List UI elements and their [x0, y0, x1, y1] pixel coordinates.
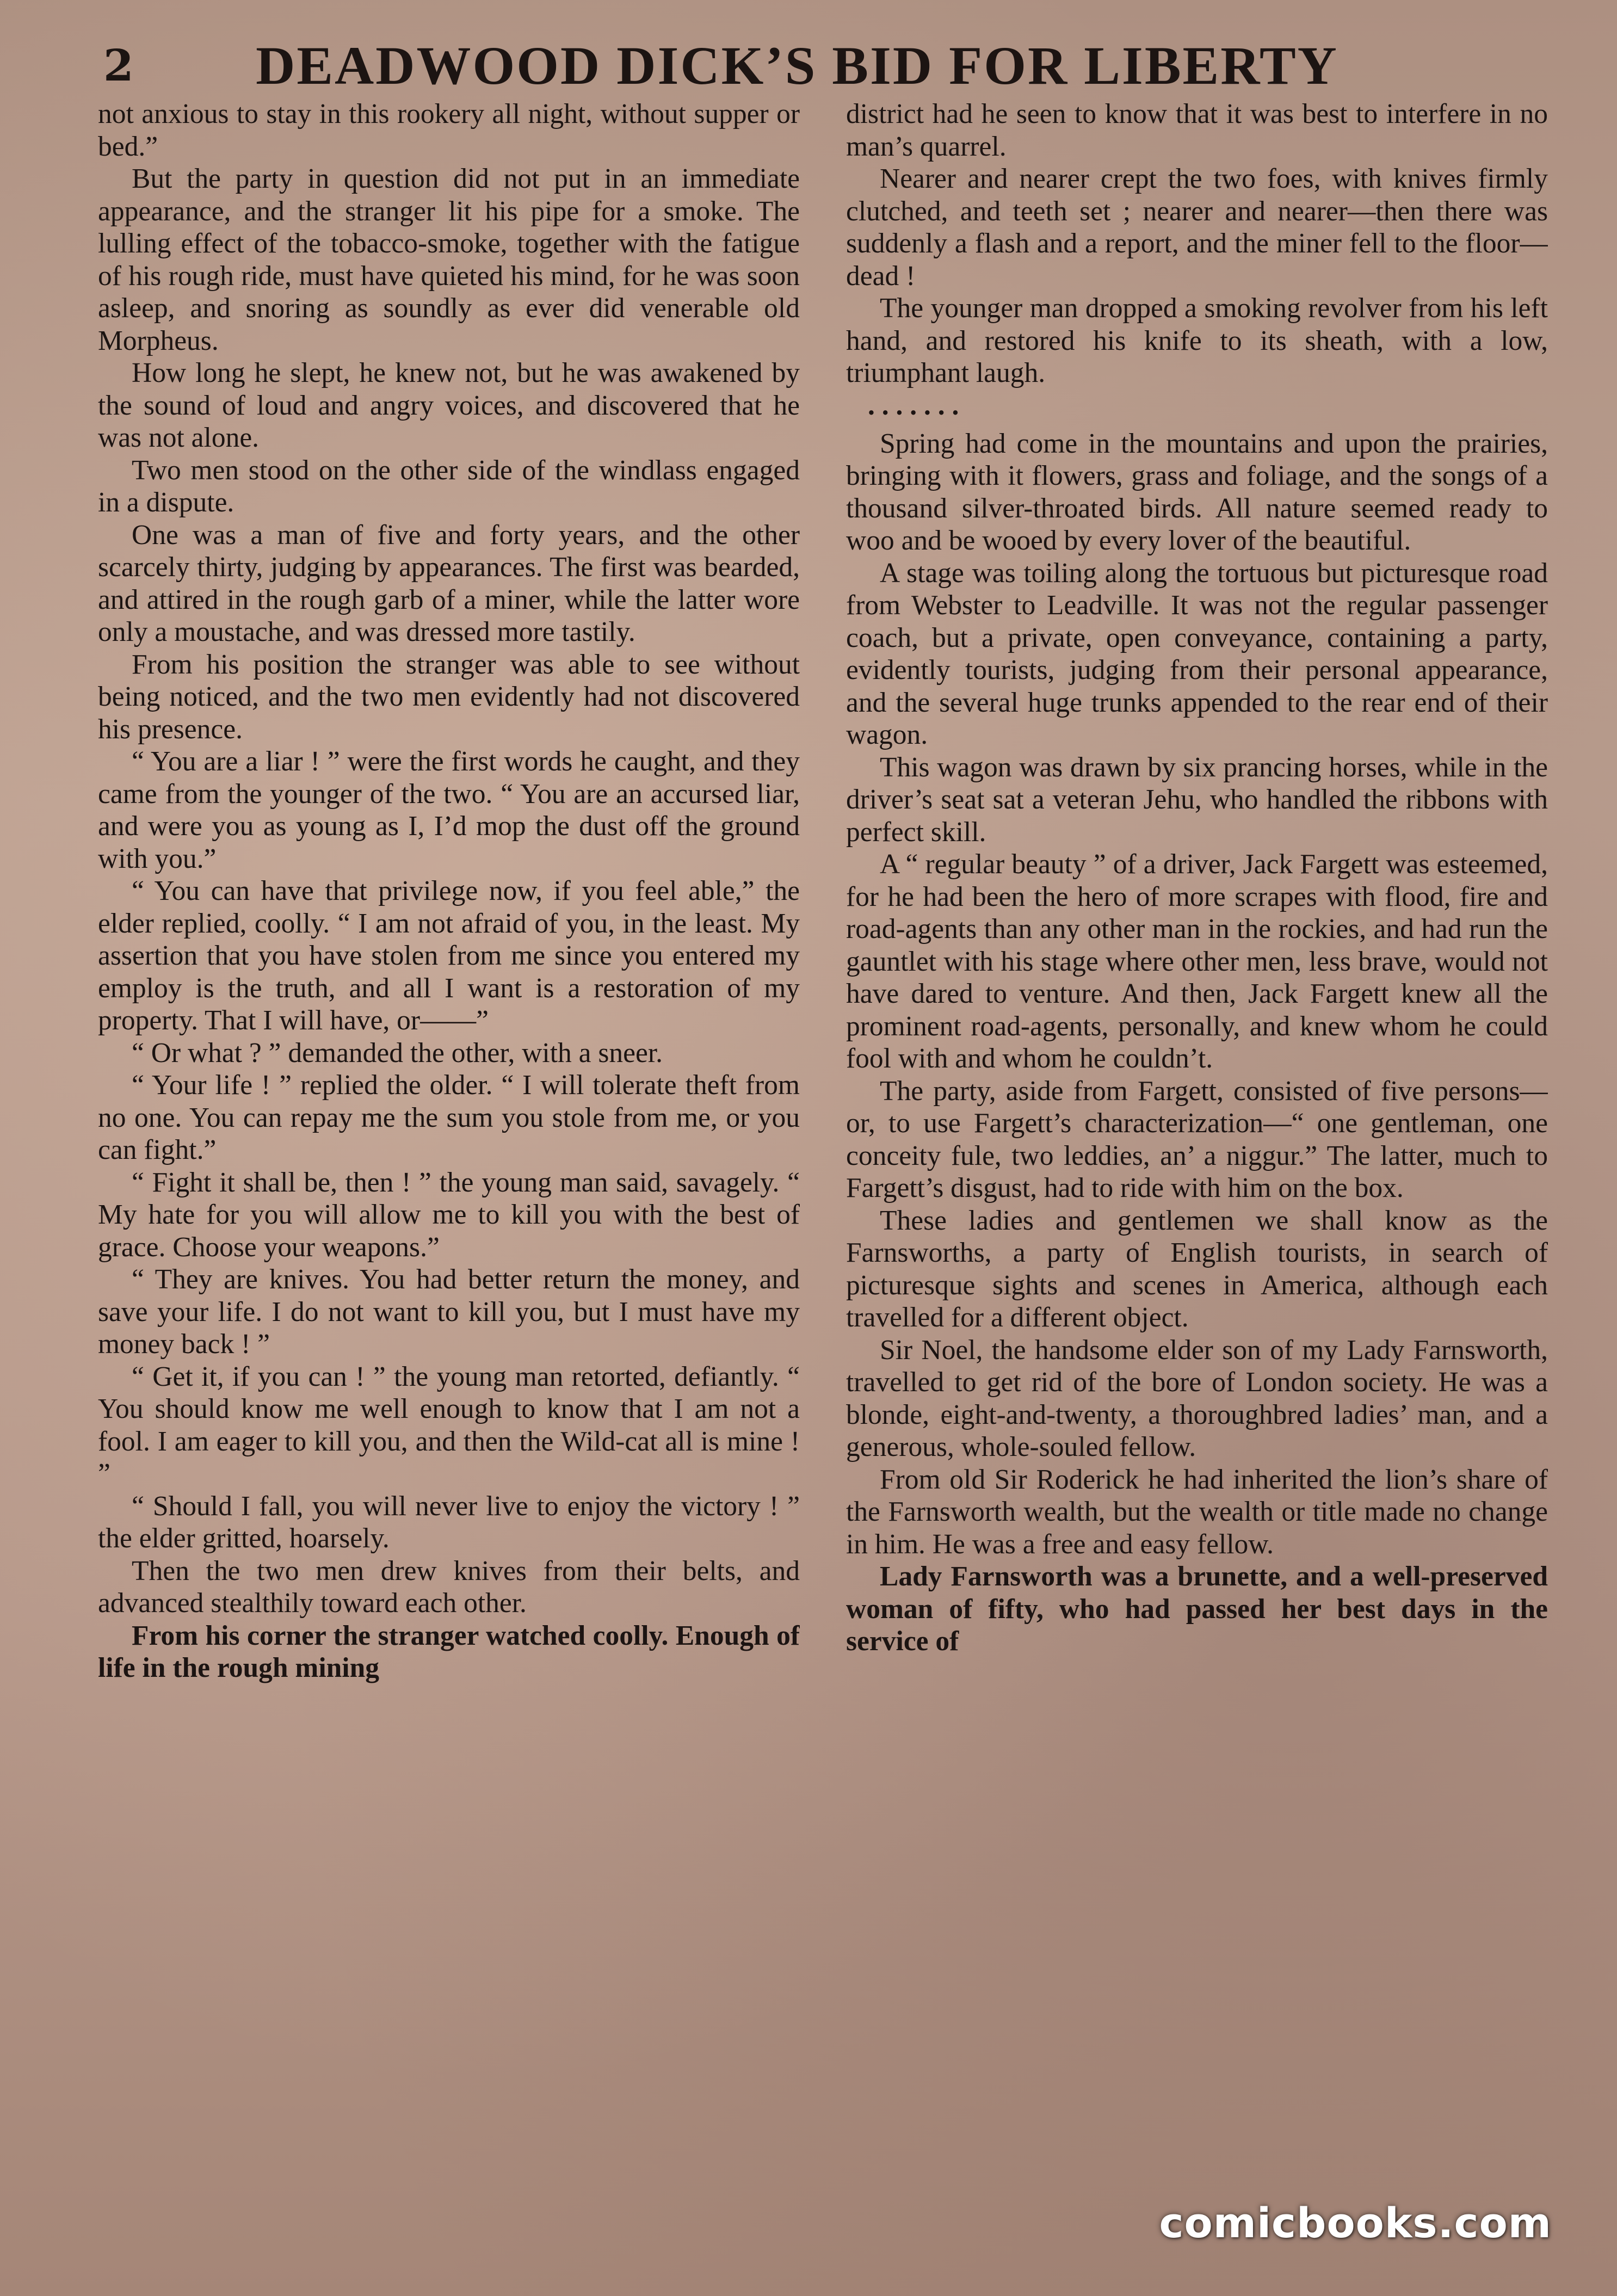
paragraph: “ Should I fall, you will never live to enjoy the victory ! ” the elder gritted, hoarsely. — [98, 1490, 800, 1554]
paragraph: “ They are knives. You had better return the money, and save your life. I do not want to kill you, but I must have my money back ! ” — [98, 1264, 800, 1360]
paragraph: From his position the stranger was able to see without being noticed, and the two men evidently had not discovered his presence. — [98, 649, 800, 745]
paragraph: Spring had come in the mountains and upon the prairies, bringing with it flowers, grass and foliage, and the songs of a thousand silver-throated birds. All nature seemed ready to woo and be wooed by every lover of the beautiful. — [846, 428, 1548, 556]
running-title: DEADWOOD DICK’S BID FOR LIBERTY — [256, 35, 1338, 96]
paragraph: Two men stood on the other side of the windlass engaged in a dispute. — [98, 454, 800, 518]
paragraph: From his corner the stranger watched coolly. Enough of life in the rough mining — [98, 1620, 800, 1683]
paragraph: Nearer and nearer crept the two foes, with knives firmly clutched, and teeth set ; nearer and nearer—then there was suddenly a flash and a report, and the miner fell to the floor—dead ! — [846, 163, 1548, 292]
page-number: 2 — [103, 40, 134, 91]
paragraph: The younger man dropped a smoking revolver from his left hand, and restored his knife to its sheath, with a low, triumphant laugh. — [846, 293, 1548, 388]
paragraph: “ Your life ! ” replied the older. “ I will tolerate theft from no one. You can repay me the sum you stole from me, or you can fight.” — [98, 1070, 800, 1165]
paragraph: Sir Noel, the handsome elder son of my Lady Farnsworth, travelled to get rid of the bore of London society. He was a blonde, eight-and-twenty, a thoroughbred ladies’ man, and a generous, whole-souled fellow. — [846, 1334, 1548, 1462]
left-column — [98, 98, 800, 2155]
paragraph: not anxious to stay in this rookery all night, without supper or bed.” — [98, 98, 800, 162]
paragraph: But the party in question did not put in an immediate appearance, and the stranger lit his pipe for a smoke. The lulling effect of the tobacco-smoke, together with the fatigue of his rough ride, must have quieted his mind, for he was soon asleep, and snoring as soundly as ever did venerable old Morpheus. — [98, 163, 800, 356]
paragraph: Lady Farnsworth was a brunette, and a well-preserved woman of fifty, who had passed her best days in the service of — [846, 1561, 1548, 1657]
paragraph: “ Fight it shall be, then ! ” the young man said, savagely. “ My hate for you will allow me to kill you with the best of grace. Choose your weapons.” — [98, 1166, 800, 1263]
paragraph: “ Or what ? ” demanded the other, with a sneer. — [132, 1037, 663, 1069]
paragraph: From old Sir Roderick he had inherited the lion’s share of the Farnsworth wealth, but the wealth or title made no change in him. He was a free and easy fellow. — [846, 1464, 1548, 1560]
paragraph: One was a man of five and forty years, and the other scarcely thirty, judging by appearances. The first was bearded, and attired in the rough garb of a miner, while the latter wore only a moustache, and was dressed more tastily. — [98, 519, 800, 647]
paragraph: “ You are a liar ! ” were the first words he caught, and they came from the younger of the two. “ You are an accursed liar, and were you as young as I, I’d mop the dust off the ground with you.” — [98, 746, 800, 874]
paragraph: Then the two men drew knives from their belts, and advanced stealthily toward each other. — [98, 1555, 800, 1619]
paragraph: district had he seen to know that it was best to interfere in no man’s quarrel. — [846, 98, 1548, 162]
paragraph: “ You can have that privilege now, if you feel able,” the elder replied, coolly. “ I am not afraid of you, in the least. My assertion that you have stolen from me since you entered my employ is the truth, and all I want is a restoration of my property. That I will have, or——” — [98, 875, 800, 1036]
paragraph: A stage was toiling along the tortuous but picturesque road from Webster to Leadville. It was not the regular passenger coach, but a private, open conveyance, containing a party, evidently tourists, judging from their personal appearance, and the several huge trunks appended to the rear end of their wagon. — [846, 557, 1548, 750]
section-break: . . . . . . . — [868, 390, 959, 421]
paragraph: “ Get it, if you can ! ” the young man retorted, defiantly. “ You should know me well enough to know that I am not a fool. I am eager to kill you, and then the Wild-cat all is mine ! ” — [98, 1361, 800, 1489]
page-header — [82, 24, 1551, 106]
paragraph: How long he slept, he knew not, but he was awakened by the sound of loud and angry voices, and discovered that he was not alone. — [98, 357, 800, 453]
paragraph: This wagon was drawn by six prancing horses, while in the driver’s seat sat a veteran Jehu, who handled the ribbons with perfect skill. — [846, 751, 1548, 848]
watermark: comicbooks.com — [1159, 2198, 1552, 2247]
right-column — [846, 98, 1548, 2155]
paragraph: The party, aside from Fargett, consisted of five persons—or, to use Fargett’s characterization—“ one gentleman, one conceity fule, two leddies, an’ a niggur.” The latter, much to Fargett’s disgust, had to ride with him on the box. — [846, 1075, 1548, 1203]
paragraph: A “ regular beauty ” of a driver, Jack Fargett was esteemed, for he had been the hero of more scrapes with flood, fire and road-agents than any other man in the rockies, and had run the gauntlet with his stage where other men, less brave, would not have dared to venture. And then, Jack Fargett knew all the prominent road-agents, personally, and knew whom he could fool with and whom he couldn’t. — [846, 849, 1548, 1074]
paragraph: These ladies and gentlemen we shall know as the Farnsworths, a party of English tourists, in search of picturesque sights and scenes in America, although each travelled for a different object. — [846, 1205, 1548, 1333]
